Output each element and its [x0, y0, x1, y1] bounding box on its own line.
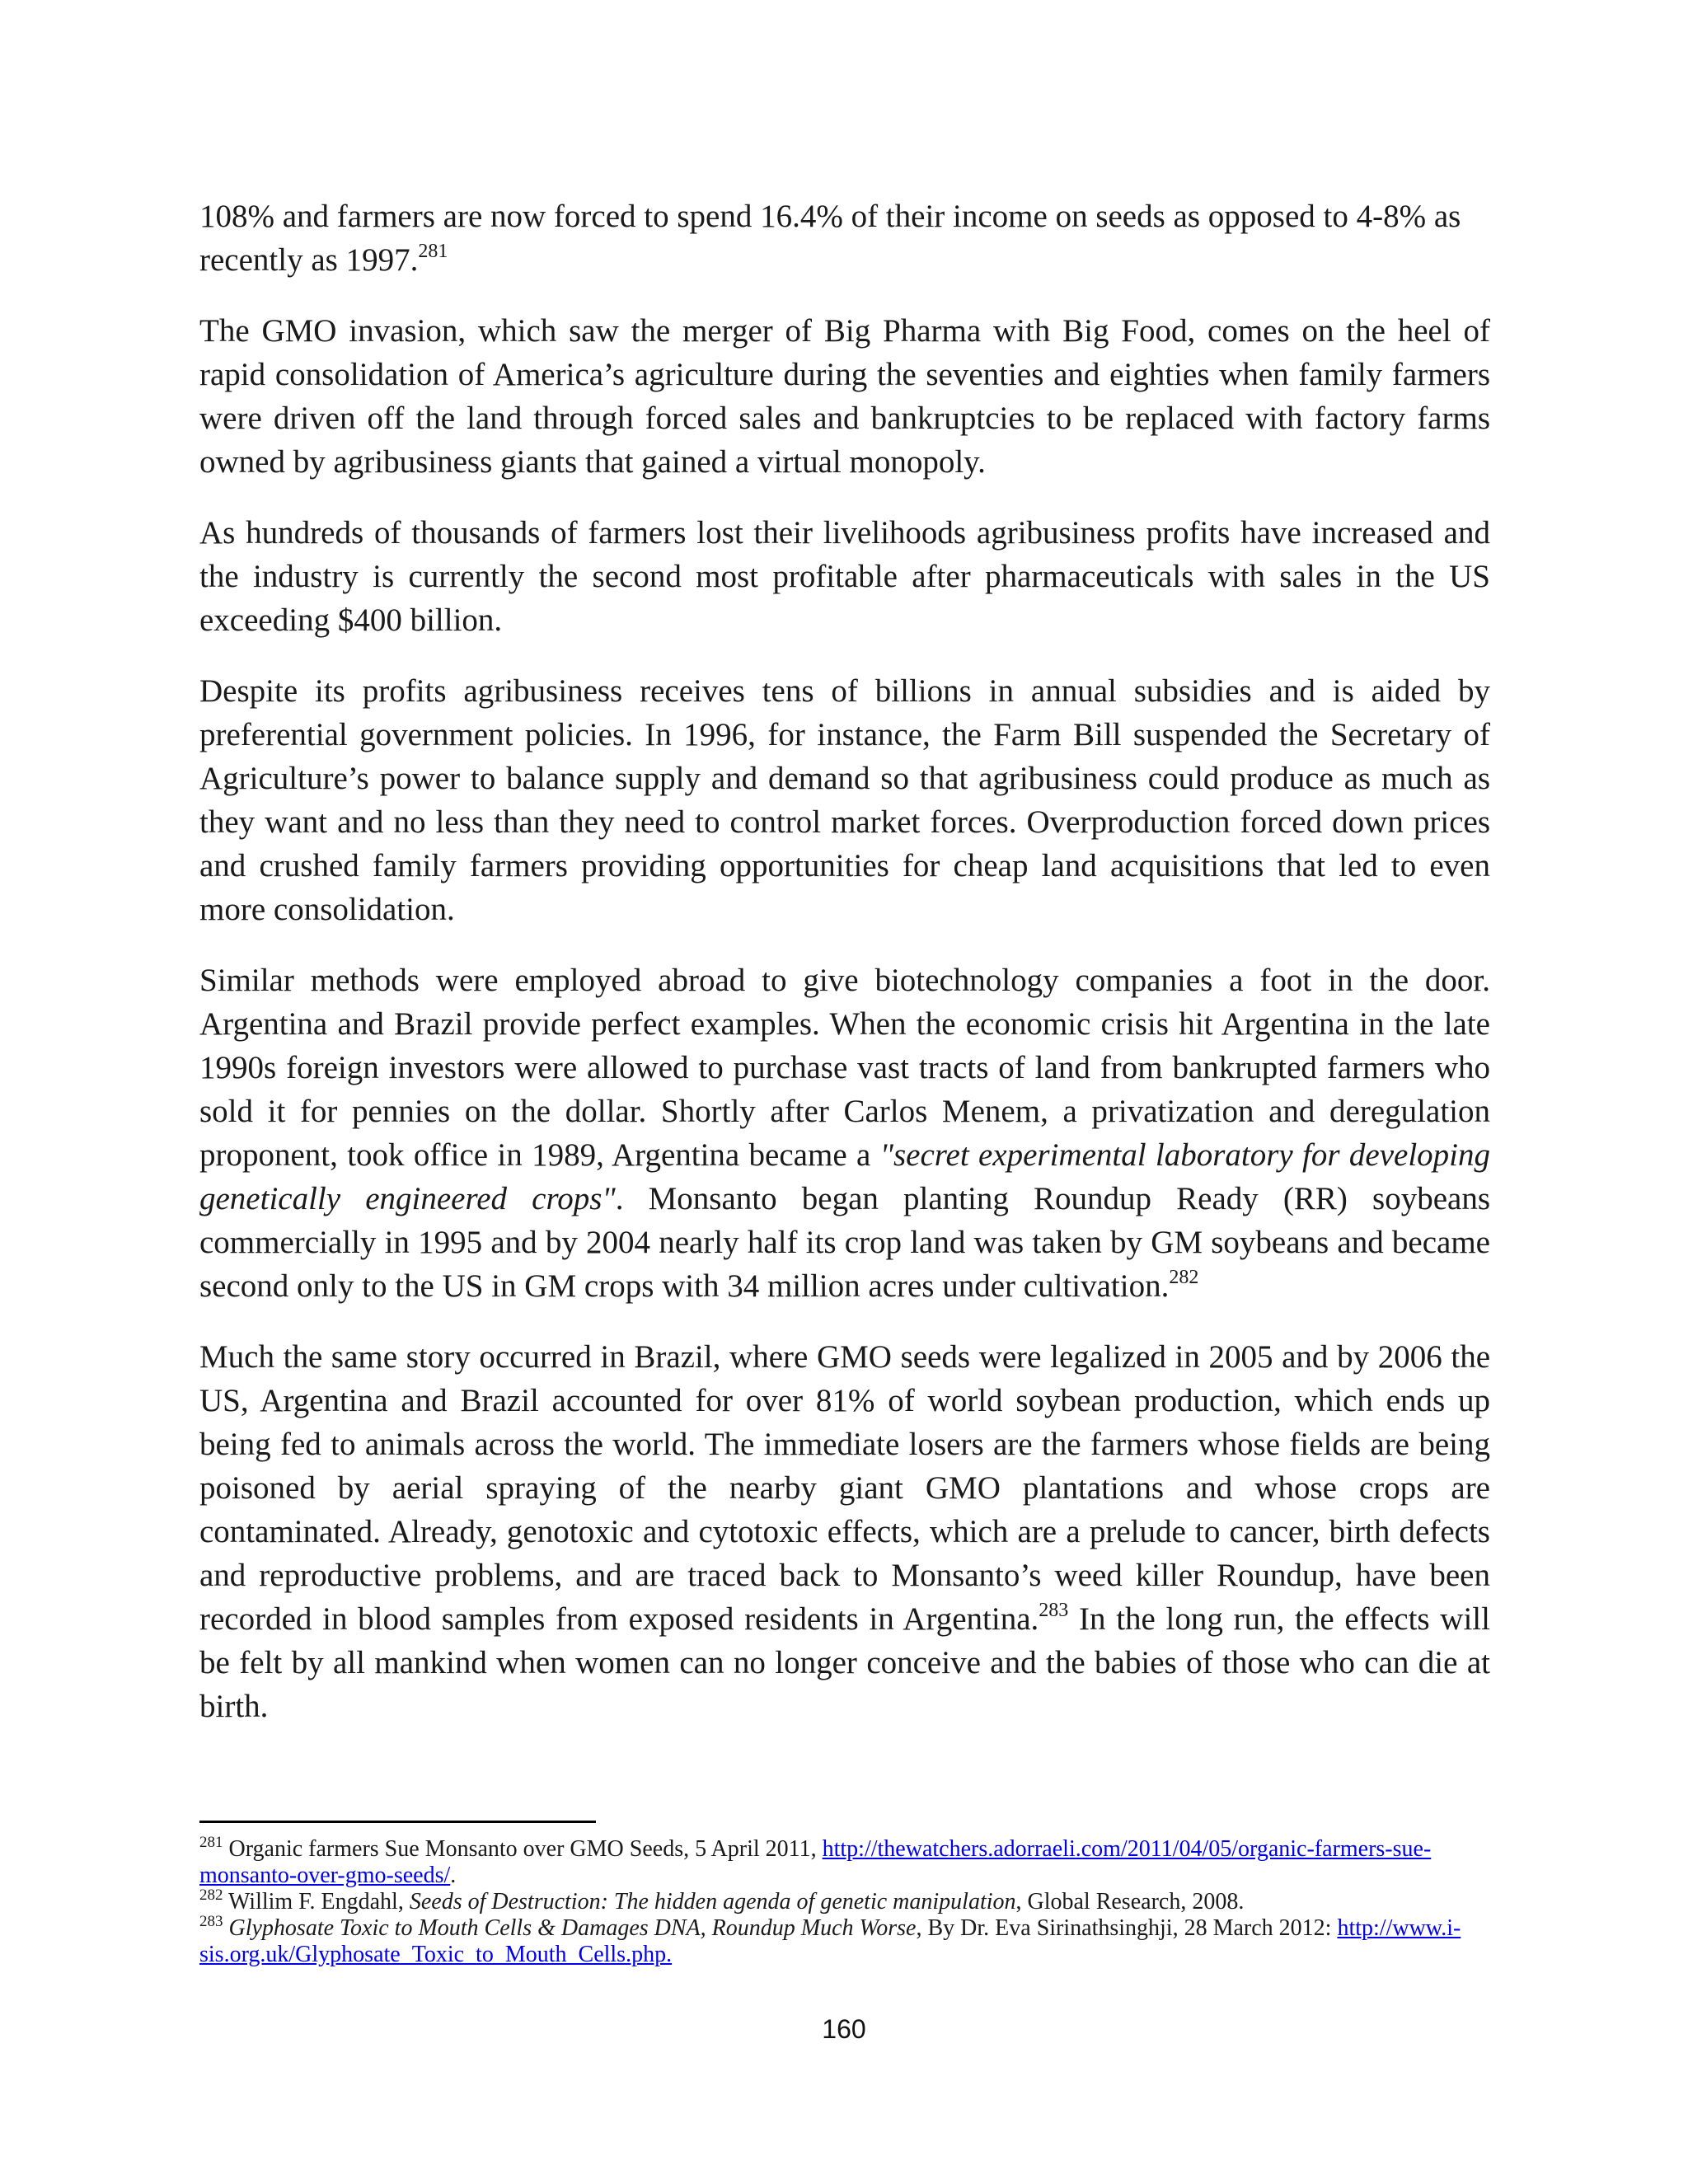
- paragraph-2: [199, 309, 1490, 484]
- paragraph-5-text-b: . Monsanto began planting Roundup Ready (RR) soybeans commercially in 1995 and by 2004 nearly half its crop land was taken by GM soybeans and became second only to the US in GM crops with 34 million acres under cultivation.: [199, 1181, 1490, 1304]
- paragraph-2-text: The GMO invasion, which saw the merger of Big Pharma with Big Food, comes on the heel of rapid consolidation of America’s agriculture during the seventies and eighties when family farmers were driven off the land through forced sales and bankruptcies to be replaced with factory farms owned by agribusiness giants that gained a virtual monopoly.: [199, 313, 1490, 480]
- footnote-282: [199, 1886, 1490, 1915]
- footnote-ref-281[interactable]: 281: [418, 241, 448, 262]
- footnote-281-number: 281: [199, 1834, 223, 1851]
- page-number: 160: [822, 2014, 866, 2044]
- paragraph-5-text-a: Similar methods were employed abroad to give biotechnology companies a foot in the door. Argentina and Brazil provide perfect examples. When the economic crisis hit Argentina in the late 1990s foreign investors were allowed to purchase vast tracts of land from bankrupted farmers who sold it for pennies on the dollar. Shortly after Carlos Menem, a privatization and deregulation proponent, took office in 1989, Argentina became a: [199, 963, 1490, 1173]
- paragraph-4-text: Despite its profits agribusiness receives tens of billions in annual subsidies and is aided by preferential government policies. In 1996, for instance, the Farm Bill suspended the Secretary of Agriculture’s power to balance supply and demand so that agribusiness could produce as much as they want and no less than they need to control market forces. Overproduction forced down prices and crushed family farmers providing opportunities for cheap land acquisitions that led to even more consolidation.: [199, 673, 1490, 927]
- footnote-separator: [199, 1821, 596, 1823]
- paragraph-5-quote: "secret experimental laboratory for developing genetically engineered crops": [199, 1137, 1490, 1216]
- footnote-281: [199, 1836, 1490, 1889]
- footnote-283: [199, 1915, 1490, 1968]
- paragraph-6-text-b: In the long run, the effects will be felt by all mankind when women can no longer conceive and the babies of those who can die at birth.: [199, 1601, 1490, 1724]
- footnotes: [199, 1836, 1490, 1968]
- paragraph-1: [199, 194, 1490, 282]
- paragraph-6-text-a: Much the same story occurred in Brazil, where GMO seeds were legalized in 2005 and by 2006 the US, Argentina and Brazil accounted for over 81% of world soybean production, which ends up being fed to animals across the world. The immediate losers are the farmers whose fields are being poisoned by aerial spraying of the nearby giant GMO plantations and whose crops are contaminated. Already, genotoxic and cytotoxic effects, which are a prelude to cancer, birth defects and reproductive problems, and are traced back to Monsanto’s weed killer Roundup, have been recorded in blood samples from exposed residents in Argentina.: [199, 1339, 1490, 1637]
- paragraph-4: [199, 669, 1490, 931]
- footnote-282-text-b: , Global Research, 2008.: [1015, 1889, 1245, 1915]
- footnote-283-title: Glyphosate Toxic to Mouth Cells & Damages DNA, Roundup Much Worse: [228, 1915, 917, 1941]
- footnote-281-link[interactable]: http://thewatchers.adorraeli.com/2011/04/05/organic-farmers-sue-monsanto-over-gmo-seeds/: [199, 1836, 1432, 1888]
- footnote-283-number: 283: [199, 1913, 223, 1930]
- footnote-282-number: 282: [199, 1886, 223, 1904]
- footnote-281-end: .: [450, 1863, 457, 1888]
- paragraph-3-text: As hundreds of thousands of farmers lost their livelihoods agribusiness profits have increased and the industry is currently the second most profitable after pharmaceuticals with sales in the US exceeding $400 billion.: [199, 515, 1490, 638]
- footnote-281-text: Organic farmers Sue Monsanto over GMO Seeds, 5 April 2011,: [223, 1836, 823, 1862]
- paragraph-6: [199, 1335, 1490, 1728]
- footnote-282-title: Seeds of Destruction: The hidden agenda of genetic manipulation: [409, 1889, 1016, 1915]
- paragraph-5: [199, 958, 1490, 1308]
- body-text: [199, 194, 1490, 1755]
- footnote-282-text-a: Willim F. Engdahl,: [223, 1889, 410, 1915]
- footnote-ref-282[interactable]: 282: [1169, 1267, 1199, 1288]
- paragraph-1-text: 108% and farmers are now forced to spend 16.4% of their income on seeds as opposed to 4-8% as recently as 1997.: [199, 199, 1461, 278]
- footnote-283-link[interactable]: http://www.i-sis.org.uk/Glyphosate_Toxic_to_Mouth_Cells.php.: [199, 1915, 1461, 1967]
- paragraph-3: [199, 511, 1490, 642]
- footnote-283-text: , By Dr. Eva Sirinathsinghji, 28 March 2012:: [916, 1915, 1338, 1941]
- footnote-ref-283[interactable]: 283: [1039, 1600, 1069, 1621]
